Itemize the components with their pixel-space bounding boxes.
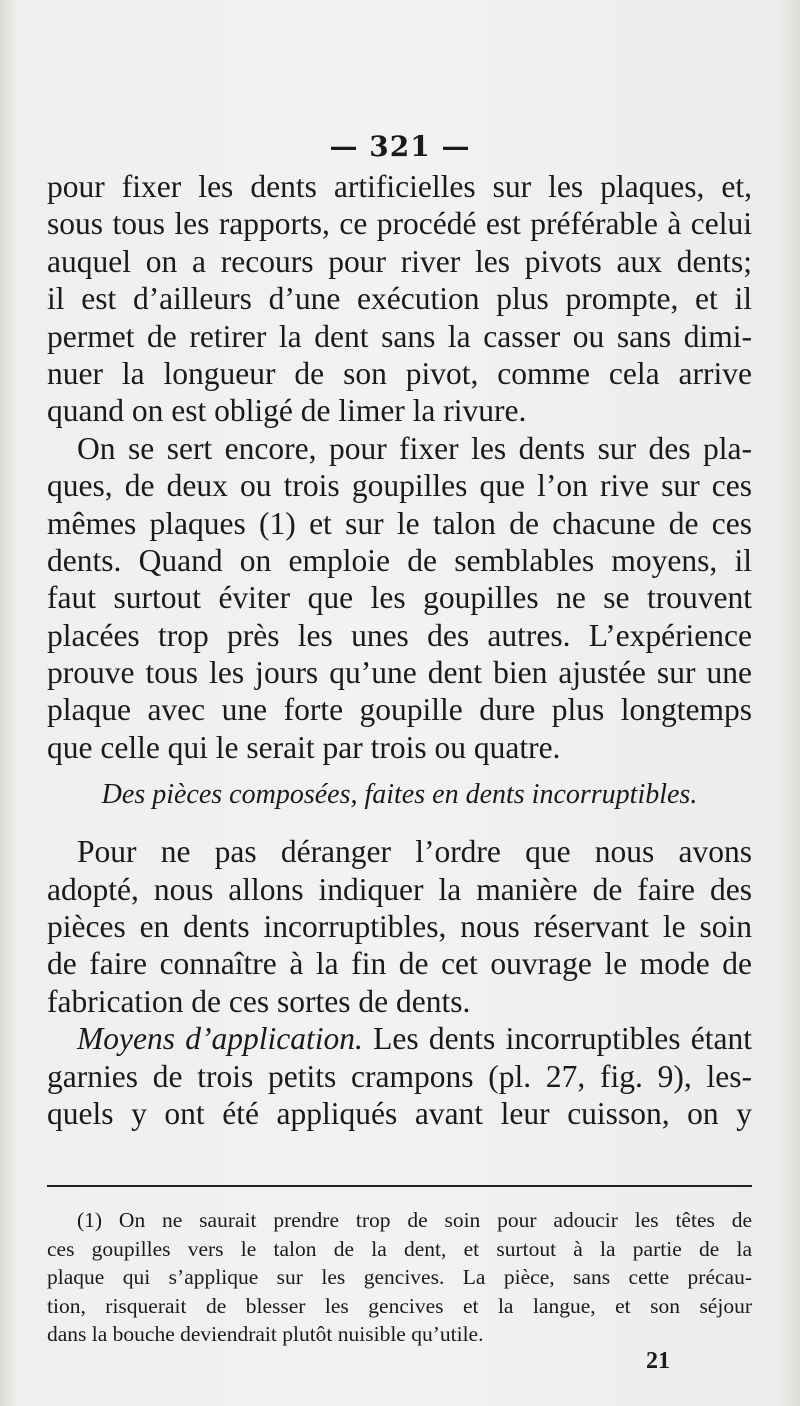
- page-number: — 321 —: [329, 130, 471, 163]
- section-heading: Des pièces composées, faites en dents incorruptibles.: [101, 779, 698, 811]
- text-line: de faire connaître à la fin de cet ouvrage le mode de: [47, 946, 752, 982]
- text-fragment: Les dents incorruptibles étant: [373, 1021, 752, 1057]
- text-line: il est d’ailleurs d’une exécution plus prompte, et il: [47, 281, 752, 317]
- text-line: placées trop près les unes des autres. L’expérience: [47, 617, 752, 653]
- footnote-line: tion, risquerait de blesser les gencives et la langue, et son séjour: [47, 1293, 752, 1318]
- text-line: auquel on a recours pour river les pivots aux dents;: [47, 243, 752, 279]
- text-line: sous tous les rapports, ce procédé est préférable à celui: [47, 206, 752, 242]
- paragraph-label: Moyens d’application.: [77, 1021, 363, 1057]
- text-line: dents. Quand on emploie de semblables moyens, il: [47, 542, 752, 578]
- text-line: garnies de trois petits crampons (pl. 27, fig. 9), les-: [47, 1058, 752, 1094]
- footnote-line: plaque qui s’applique sur les gencives. La pièce, sans cette précau-: [47, 1265, 752, 1290]
- footnote-line: (1) On ne saurait prendre trop de soin pour adoucir les têtes de: [77, 1208, 752, 1232]
- footnote: [47, 1206, 752, 1349]
- text-line: fabrication de ces sortes de dents.: [47, 983, 471, 1019]
- footnote-line: ces goupilles vers le talon de la dent, et surtout à la partie de la: [47, 1236, 752, 1261]
- text-line: prouve tous les jours qu’une dent bien ajustée sur une: [47, 655, 752, 691]
- text-line: pour fixer les dents artificielles sur les plaques, et,: [47, 169, 752, 204]
- text-line: plaque avec une forte goupille dure plus longtemps: [47, 692, 752, 728]
- text-line: faut surtout éviter que les goupilles ne se trouvent: [47, 580, 752, 616]
- footnote-line: dans la bouche deviendrait plutôt nuisible qu’utile.: [47, 1322, 484, 1347]
- text-line: adopté, nous allons indiquer la manière de faire des: [47, 871, 752, 907]
- text-line: quels y ont été appliqués avant leur cuisson, on y: [47, 1095, 752, 1131]
- main-text: [47, 168, 752, 1132]
- signature-mark: 21: [646, 1348, 670, 1374]
- text-line: [47, 1020, 752, 1057]
- text-line: que celle qui le serait par trois ou quatre.: [47, 729, 561, 765]
- footnote-divider: [47, 1185, 752, 1187]
- text-line: ques, de deux ou trois goupilles que l’on rive sur ces: [47, 468, 752, 504]
- text-line: On se sert encore, pour fixer les dents sur des pla-: [77, 430, 752, 466]
- text-line: permet de retirer la dent sans la casser ou sans dimi-: [47, 318, 752, 354]
- text-line: pièces en dents incorruptibles, nous réservant le soin: [47, 909, 752, 945]
- text-line: Pour ne pas déranger l’ordre que nous avons: [77, 834, 752, 870]
- text-line: quand on est obligé de limer la rivure.: [47, 393, 527, 429]
- text-line: mêmes plaques (1) et sur le talon de chacune de ces: [47, 505, 752, 541]
- text-line: nuer la longueur de son pivot, comme cela arrive: [47, 355, 752, 391]
